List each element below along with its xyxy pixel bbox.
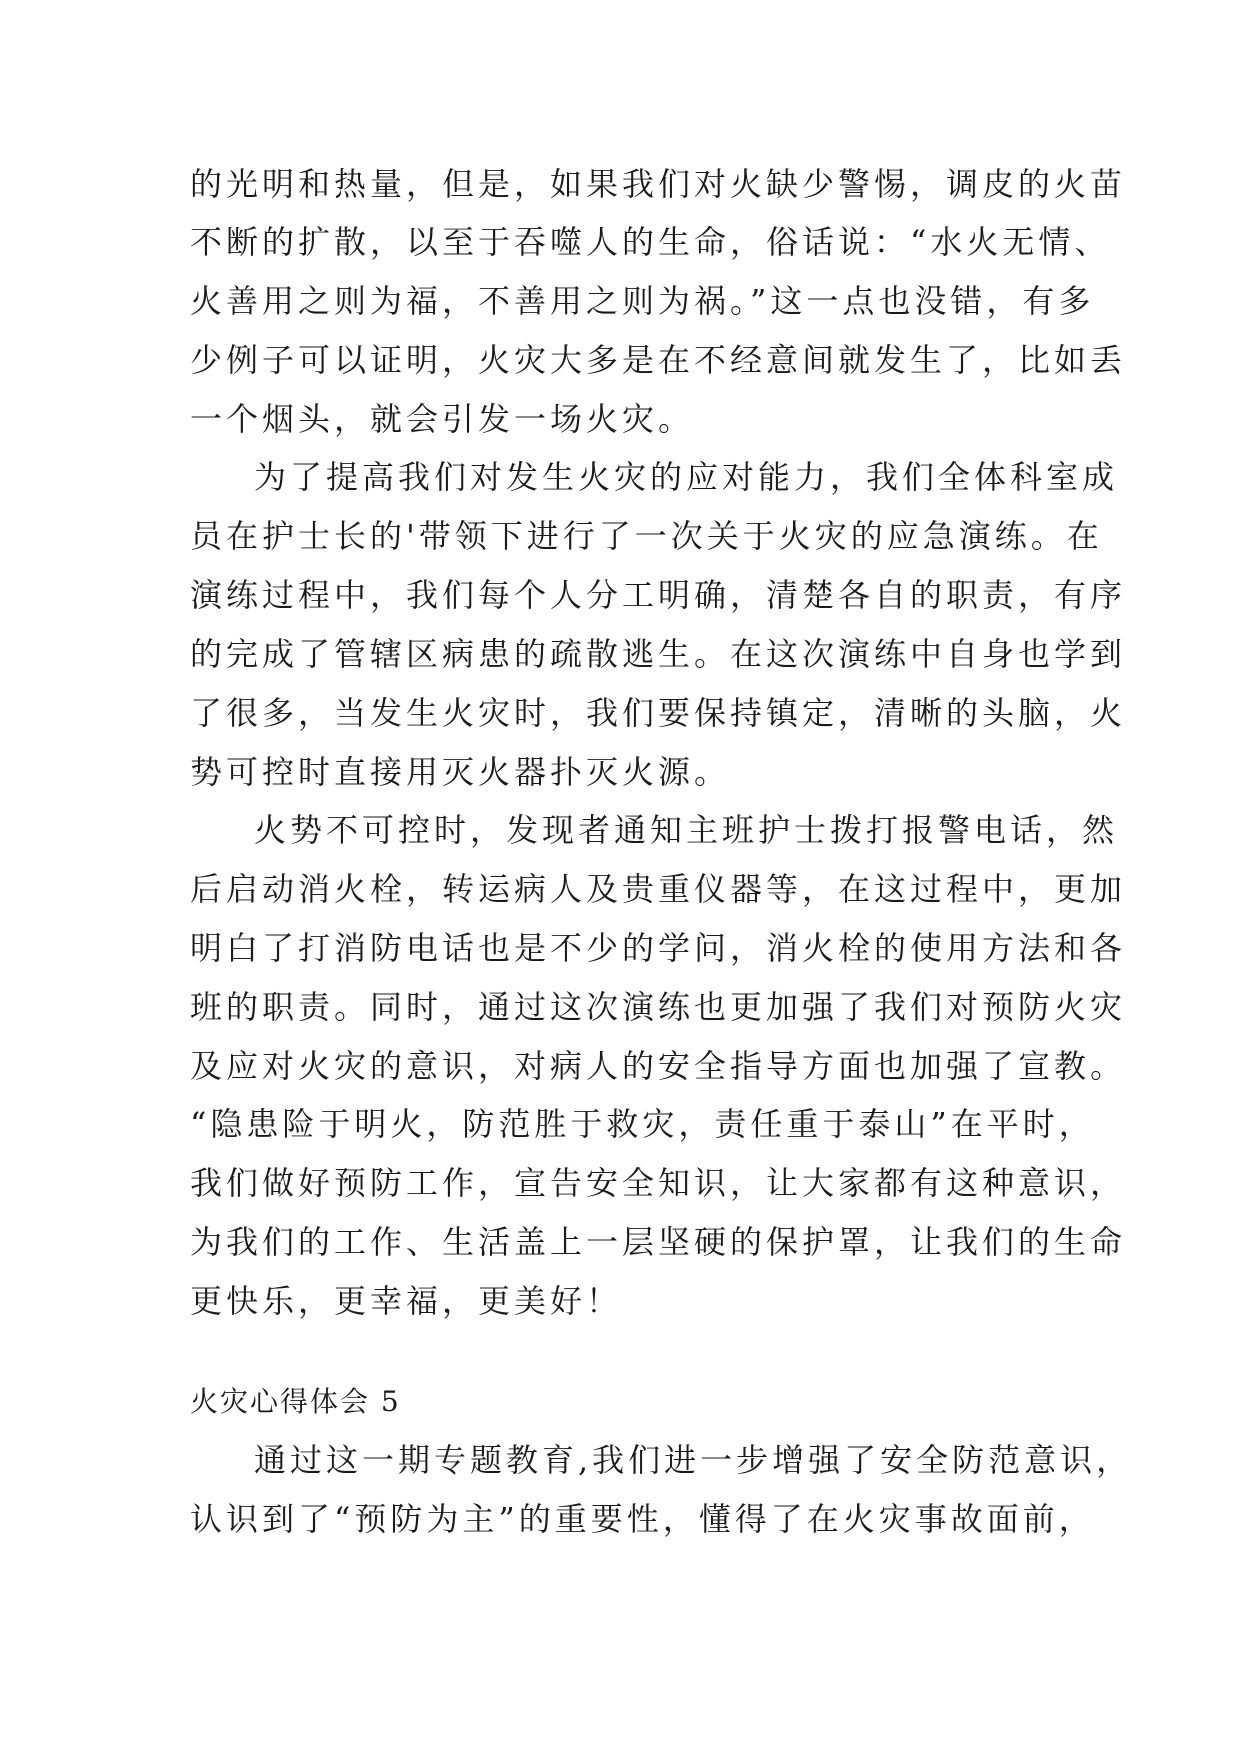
text-line: 更快乐，更幸福，更美好！ bbox=[190, 1282, 623, 1320]
text-line: 后启动消火栓，转运病人及贵重仪器等，在这过程中，更加 bbox=[190, 870, 1127, 908]
text-line: 的完成了管辖区病患的疏散逃生。在这次演练中自身也学到 bbox=[190, 635, 1127, 673]
text-line: 不断的扩散，以至于吞噬人的生命，俗话说：“水火无情、 bbox=[190, 223, 1111, 261]
text-line: 势可控时直接用灭火器扑灭火源。 bbox=[190, 753, 731, 791]
text-line: 的光明和热量，但是，如果我们对火缺少警惕，调皮的火苗 bbox=[190, 165, 1127, 203]
section-heading: 火灾心得体会 5 bbox=[190, 1385, 401, 1418]
paragraph-first-line: 通过这一期专题教育,我们进一步增强了安全防范意识， bbox=[254, 1441, 1133, 1479]
paragraph-first-line: 为了提高我们对发生火灾的应对能力，我们全体科室成 bbox=[254, 458, 1119, 496]
text-line: 员在护士长的'带领下进行了一次关于火灾的应急演练。在 bbox=[190, 517, 1103, 555]
paragraph-first-line: 火势不可控时，发现者通知主班护士拨打报警电话，然 bbox=[254, 811, 1119, 849]
text-line: 火善用之则为福，不善用之则为祸。”这一点也没错，有多 bbox=[190, 282, 1095, 320]
text-line: 一个烟头，就会引发一场火灾。 bbox=[190, 400, 695, 438]
text-line: 少例子可以证明，火灾大多是在不经意间就发生了，比如丢 bbox=[190, 341, 1127, 379]
text-line: “隐患险于明火，防范胜于救灾，责任重于泰山”在平时， bbox=[190, 1105, 1095, 1143]
text-line: 为我们的工作、生活盖上一层坚硬的保护罩，让我们的生命 bbox=[190, 1223, 1127, 1261]
text-line: 及应对火灾的意识，对病人的安全指导方面也加强了宣教。 bbox=[190, 1047, 1127, 1085]
text-line: 了很多，当发生火灾时，我们要保持镇定，清晰的头脑，火 bbox=[190, 694, 1127, 732]
text-line: 班的职责。同时，通过这次演练也更加强了我们对预防火灾 bbox=[190, 988, 1127, 1026]
text-line: 明白了打消防电话也是不少的学问，消火栓的使用方法和各 bbox=[190, 929, 1127, 967]
text-line: 我们做好预防工作，宣告安全知识，让大家都有这种意识， bbox=[190, 1164, 1127, 1202]
text-line: 演练过程中，我们每个人分工明确，清楚各自的职责，有序 bbox=[190, 576, 1127, 614]
text-line: 认识到了“预防为主”的重要性，懂得了在火灾事故面前， bbox=[190, 1500, 1095, 1538]
